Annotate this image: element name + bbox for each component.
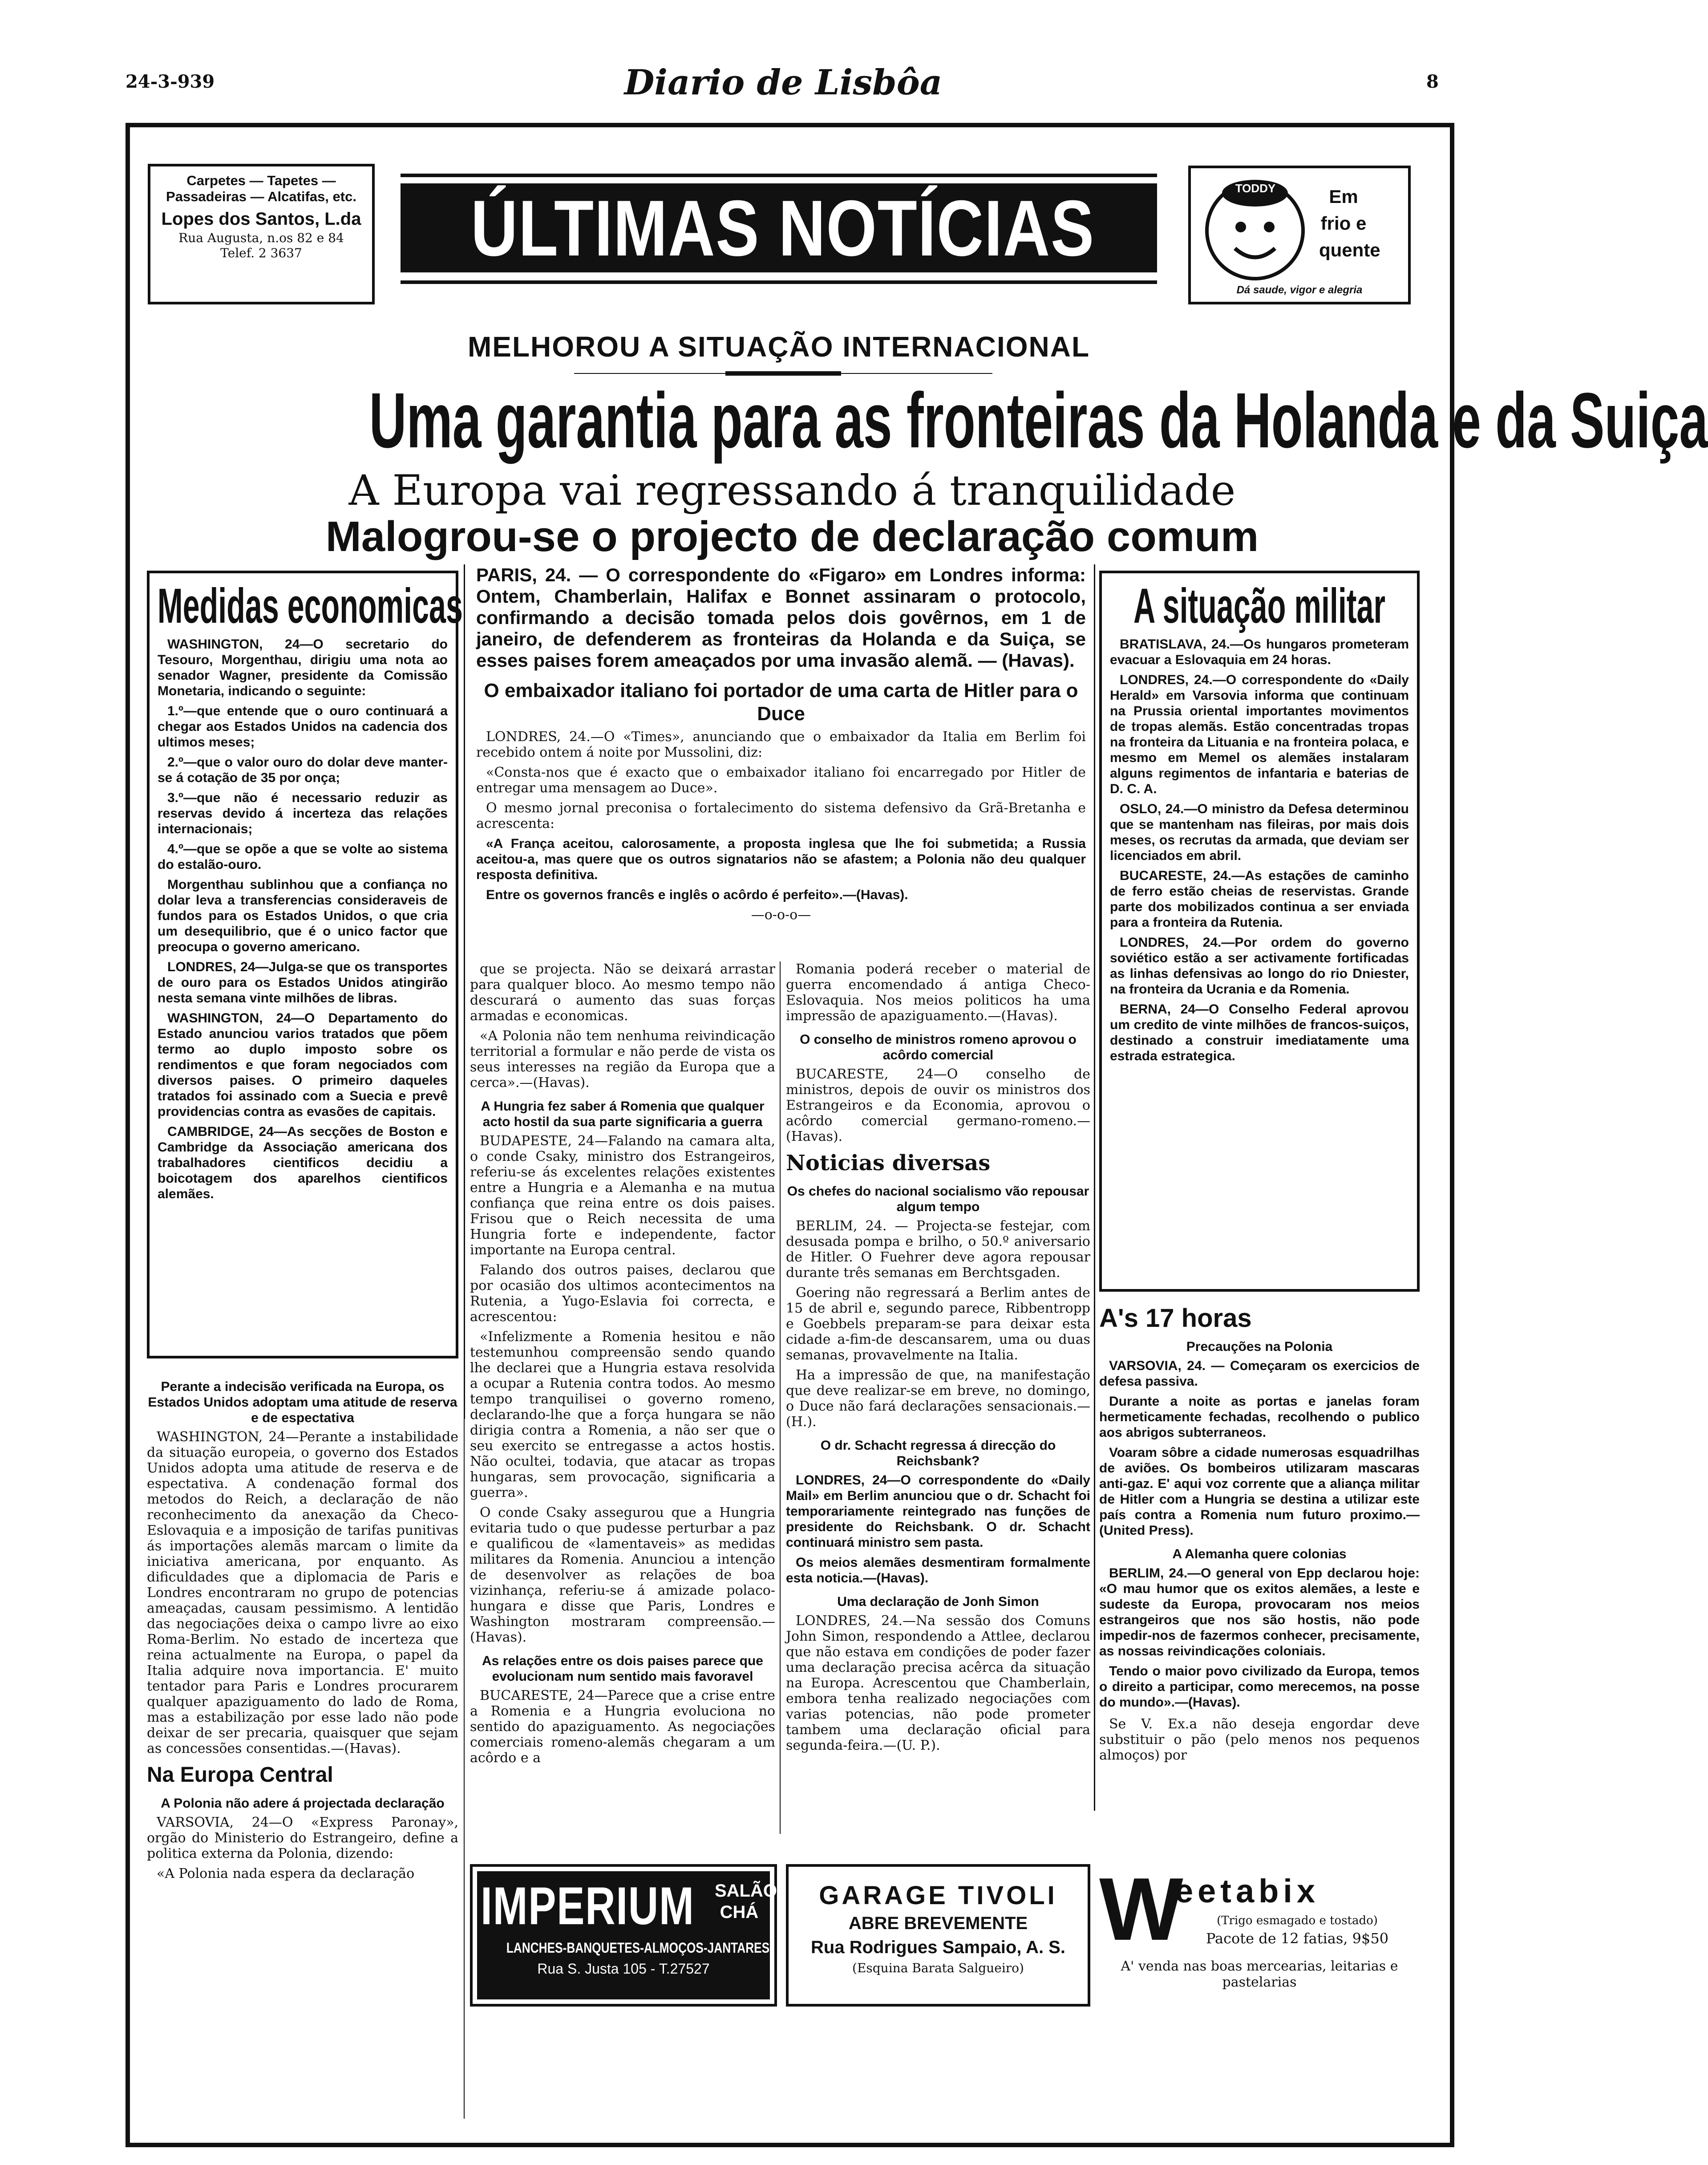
col3-paras5-para: LONDRES, 24.—Na sessão dos Comuns John Simon, respondendo a Attlee, declarou que não estava em condições de poder fazer uma declaração precisa acêrca da situação na Europa. Acrescentou que Chamberlain, embora tenha realizado negociações com varias potencias, não pode prometer tambem uma declaração oficial para segunda-feira.—(U. P.). — [786, 1613, 1090, 1753]
poland-subhead: A Polonia não adere á projectada declaração — [161, 1796, 445, 1811]
col1-paras-para: 1.º—que entende que o ouro continuará a chegar aos Estados Unidos na cadencia dos ultimos meses; — [158, 704, 448, 750]
col2 — [470, 961, 775, 1861]
weetabix-line1: (Trigo esmagado e tostado) — [1217, 1914, 1378, 1927]
kicker-rule-thin — [574, 373, 992, 374]
col3-paras4-para: LONDRES, 24—O correspondente do «Daily Mail» em Berlim anunciou que o dr. Schacht foi temporariamente reintegrado nas funções de presidente do Reichsbank. O dr. Schacht continuará ministro sem pasta. — [786, 1473, 1090, 1550]
col1-paras3-para: «A Polonia nada espera da declaração — [157, 1866, 415, 1881]
lead-p3: O mesmo jornal preconisa o fortalecimento do sistema defensivo da Grã-Bretanha e acrescenta: — [476, 800, 1086, 831]
col4-paras2-para: Voaram sôbre a cidade numerosas esquadrilhas de aviões. Os bombeiros utilizaram mascaras anti-gaz. E' aqui voz corrente que a aliança militar de Hitler com a Hungria se destina a utilizar este país contra a Romenia num futuro proximo.—(United Press). — [1099, 1445, 1420, 1538]
toddy-slogan: Dá saude, vigor e alegria — [1236, 284, 1363, 296]
col2-paras3-para: BUCARESTE, 24—Parece que a crise entre a Romenia e a Hungria evoluciona no sentido do apaziguamento. As negociações comerciais romeno-alemãs chegaram a um acôrdo e a — [470, 1688, 775, 1766]
toddy-brand: TODDY — [1235, 182, 1276, 195]
military-situation-box — [1099, 571, 1420, 1292]
col-rule-3 — [780, 961, 781, 1834]
ad-carpets-name: Lopes dos Santos, L.da — [161, 209, 361, 229]
garage-line3: Rua Rodrigues Sampaio, A. S. — [811, 1938, 1065, 1957]
col4-paras3-para: Tendo o maior povo civilizado da Europa, temos o direito a participar, como merecemos, na posse do mundo».—(Havas). — [1099, 1664, 1420, 1710]
col4-paras-para: LONDRES, 24.—Por ordem do governo soviético estão a ser activamente fortificadas as linhas defensivas ao longo do rio Dniester, na fronteira da Ucrania e da Romenia. — [1110, 935, 1409, 997]
deck-headline-2: Malogrou-se o projecto de declaração comum — [325, 513, 1259, 560]
lead-p5: Entre os governos francês e inglês o acôrdo é perfeito».—(Havas). — [486, 888, 908, 902]
romanian-council-subhead: O conselho de ministros romeno aprovou o acôrdo comercial — [800, 1032, 1077, 1062]
lead-p1: LONDRES, 24.—O «Times», anunciando que o embaixador da Italia em Berlim foi recebido ontem á noite por Mussolini, diz: — [476, 729, 1086, 760]
page-number: 8 — [1426, 71, 1439, 92]
lead-separator: —o-o-o— — [751, 907, 811, 923]
col4-paras-para: OSLO, 24.—O ministro da Defesa determinou que se mantenham nas fileiras, por mais dois meses, os recrutas da armada, que deviam ser licenciados em abril. — [1110, 802, 1409, 863]
lead-subhead: O embaixador italiano foi portador de uma carta de Hitler para o Duce — [484, 680, 1078, 725]
garage-line2: ABRE BREVEMENTE — [848, 1914, 1028, 1933]
col1-paras-para: LONDRES, 24—Julga-se que os transportes de ouro para os Estados Unidos atingirão nesta semana vinte milhões de libras. — [158, 960, 448, 1005]
toddy-side: Em frio e quente — [1319, 186, 1380, 260]
us-reserve-subhead: Perante a indecisão verificada na Europa, os Estados Unidos adoptam uma atitude de reserva e de espectativa — [148, 1379, 457, 1425]
imperium-salao: SALÃO CHÁ — [715, 1881, 777, 1922]
col1-paras-para: WASHINGTON, 24—O Departamento do Estado anunciou varios tratados que põem termo ao duplo imposto sobre os rendimentos e que foram negociados com diversos paises. O primeiro daqueles tratados foi assinado com a Suecia e prevê providencias contra as evasões de capitais. — [158, 1011, 448, 1119]
central-europe-section: Na Europa Central — [147, 1763, 333, 1787]
masthead: Diario de Lisbôa — [624, 62, 943, 103]
simon-subhead: Uma declaração de Jonh Simon — [837, 1594, 1039, 1609]
relations-subhead: As relações entre os dois paises parece que evolucionam num sentido mais favoravel — [482, 1654, 763, 1684]
various-news-section: Noticias diversas — [786, 1151, 991, 1176]
latest-news-banner — [401, 183, 1157, 272]
col-rule-4 — [464, 961, 465, 2119]
five-pm-section: A's 17 horas — [1099, 1304, 1252, 1333]
col3-paras-para: Romania poderá receber o material de guerra encomendado á antiga Checo-Eslovaquia. Nos meios politicos ha uma impressão de apaziguamento.—(Havas). — [786, 961, 1090, 1024]
weetabix-rest: eetabix — [1175, 1873, 1320, 1910]
col4-paras2-para: Durante a noite as portas e janelas foram hermeticamente fechadas, recolhendo o publico aos abrigos subterraneos. — [1099, 1394, 1420, 1440]
weetabix-line3: A' venda nas boas mercearias, leitarias e pastelarias — [1121, 1958, 1398, 1990]
garage-line4: (Esquina Barata Salgueiro) — [852, 1961, 1024, 1975]
banner-text: ÚLTIMAS NOTÍCIAS — [470, 184, 1095, 272]
col1-paras-para: Morgenthau sublinhou que a confiança no dolar leva a transferencias consideraveis de fundos para os Estados Unidos, o que cria um desequilibrio, que é o unico factor que preocupa o governo americano. — [158, 877, 448, 954]
nazi-leaders-subhead: Os chefes do nacional socialismo vão repousar algum tempo — [787, 1184, 1089, 1214]
col2-paras2-para: Falando dos outros paises, declarou que por ocasião dos ultimos acontecimentos na Rutenia, a Yugo-Eslavia foi correcta, e acrescentou: — [470, 1262, 775, 1325]
col2-paras-para: «A Polonia não tem nenhuma reivindicação territorial a formular e não perde de vista os seus interesses na região da Europa que a cerca».—(Havas). — [470, 1028, 775, 1091]
schacht-subhead: O dr. Schacht regressa á direcção do Reichsbank? — [820, 1438, 1056, 1468]
ad-toddy — [1188, 166, 1411, 304]
col2-paras2-para: O conde Csaky assegurou que a Hungria evitaria tudo o que pudesse perturbar a paz e qualificou de «lamentaveis» as medidas militares da Romenia. Anunciou a intenção de desenvolver as relações de boa vizinhança, referiu-se á amizade polaco-hungara e disse que Paris, Londres e Washington mostraram compreensão.—(Havas). — [470, 1505, 775, 1645]
main-headline: Uma garantia para as fronteiras da Holanda e da Suiça — [369, 377, 1708, 464]
garage-name: GARAGE TIVOLI — [819, 1881, 1057, 1910]
col4-paras-para: BUCARESTE, 24.—As estações de caminho de ferro estão cheias de reservistas. Grande parte dos mobilizados continua a ser enviada para a fronteira da Rutenia. — [1110, 868, 1409, 930]
kicker-headline: MELHOROU A SITUAÇÃO INTERNACIONAL — [467, 331, 1090, 363]
col4-paras-para: BRATISLAVA, 24.—Os hungaros prometeram evacuar a Eslovaquia em 24 horas. — [1110, 637, 1409, 667]
ad-weetabix — [1099, 1860, 1420, 2003]
economic-measures-title: Medidas economicas — [157, 579, 463, 633]
col1-paras2-para: WASHINGTON, 24—Perante a instabilidade da situação europeia, o governo dos Estados Unidos adopta uma atitude de reserva e de espectativa. A condenação formal dos metodos do Reich, a declaração de não reconhecimento da anexação da Checo-Eslovaquia e a imposição de tarifas punitivas ás importações alemãs marcam o limite da iniciativa americana, por enquanto. As dificuldades que a diplomacia de Paris e Londres encontraram no grupo de potencias ameaçadas, causam pessimismo. A lentidão das negociações deixa o campo livre ao eixo Roma-Berlim. No estado de incerteza que reina actualmente na Europa, o papel da Italia adquire nova importancia. E' muito tentador para Paris e Londres procurarem qualquer apaziguamento do lado de Roma, mas a estabilização por esse lado não pode deixar de ser precaria, quaisquer que sejam as concessões consentidas.—(Havas). — [147, 1429, 458, 1756]
deck-headline-1: A Europa vai regressando á tranquilidade — [348, 466, 1236, 515]
ad-carpets-line1: Carpetes — Tapetes — Passadeiras — Alcatifas, etc. — [166, 173, 356, 204]
col3 — [786, 961, 1090, 1861]
col1-paras-para: 3.º—que não é necessario reduzir as reservas devido á incerteza das relações internacionais; — [158, 791, 448, 836]
col1-paras3-para: VARSOVIA, 24—O «Express Paronay», orgão do Ministerio do Estrangeiro, define a politica externa da Polonia, dizendo: — [147, 1815, 458, 1861]
col4-paras2-para: VARSOVIA, 24. — Começaram os exercicios de defesa passiva. — [1099, 1358, 1420, 1389]
hungary-subhead: A Hungria fez saber á Romenia que qualquer acto hostil da sua parte significaria a guerra — [481, 1099, 765, 1129]
lead-p2: «Consta-nos que é exacto que o embaixador italiano foi encarregado por Hitler de entregar uma mensagem ao Duce». — [476, 765, 1086, 796]
ad-carpets — [148, 164, 375, 304]
col1-paras-para: CAMBRIDGE, 24—As secções de Boston e Cambridge da Associação americana dos trabalhadores cientificos decidiu a boicotagem dos aparelhos cientificos alemães. — [158, 1124, 448, 1201]
col1-paras-para: WASHINGTON, 24—O secretario do Tesouro, Morgenthau, dirigiu uma nota ao senador Wagner, presidente da Comissão Monetaria, indicando o seguinte: — [158, 637, 448, 698]
ad-carpets-address: Rua Augusta, n.os 82 e 84 — [178, 231, 344, 245]
col-rule-2 — [1094, 564, 1095, 1811]
col1-paras-para: 2.º—que o valor ouro do dolar deve manter-se á cotação de 35 por onça; — [158, 755, 448, 785]
imperium-services: LANCHES-BANQUETES-ALMOÇOS-JANTARES — [506, 1940, 770, 1956]
issue-date: 24-3-939 — [125, 71, 215, 92]
lead-p4: «A França aceitou, calorosamente, a proposta inglesa que lhe foi submetida; a Russia aceitou-a, mas quere que os outros signatarios não se afastem; a Polonia não deu qualquer resposta definitiva. — [476, 836, 1086, 882]
imperium-address: Rua S. Justa 105 - T.27527 — [537, 1961, 710, 1977]
lead-story — [476, 564, 1086, 956]
col3-paras3-para: Ha a impressão de que, na manifestação que deve realizar-se em breve, no domingo, o Duce não fará declarações sensacionais.—(H.). — [786, 1367, 1090, 1430]
banner-rule-bottom — [401, 280, 1157, 284]
col2-paras-para: que se projecta. Não se deixará arrastar para qualquer bloco. Ao mesmo tempo não descurará o aumento das suas forças armadas e economicas. — [470, 961, 775, 1024]
col1-lower — [147, 1371, 458, 2101]
lead-text: PARIS, 24. — O correspondente do «Figaro» em Londres informa: Ontem, Chamberlain, Halifax e Bonnet assinaram o protocolo, confirmando a decisão tomada pelos dois govêrnos, em 1 de janeiro, de defenderem as fronteiras da Holanda e da Suiça, se esses paises forem ameaçados por uma invasão alemã. — (Havas). — [476, 564, 1086, 671]
poland-precautions-subhead: Precauções na Polonia — [1186, 1339, 1333, 1354]
economic-measures-box — [147, 571, 463, 1358]
col3-paras3-para: Goering não regressará a Berlim antes de 15 de abril e, segundo parece, Ribbentropp e Goebbels preparam-se para deixar esta cidade a-fim-de descansarem, uma ou duas semanas, provavelmente na Italia. — [786, 1285, 1090, 1363]
ad-garage-tivoli — [786, 1864, 1090, 2007]
col3-paras4-para: Os meios alemães desmentiram formalmente esta noticia.—(Havas). — [786, 1555, 1090, 1585]
engordar-text: Se V. Ex.a não deseja engordar deve substituir o pão (pelo menos nos pequenos almoços) por — [1099, 1716, 1420, 1763]
col4-paras-para: LONDRES, 24.—O correspondente do «Daily Herald» em Varsovia informa que continuam na Prussia oriental importantes movimentos de tropas alemãs. Estão concentradas tropas na fronteira da Lituania e na fronteira polaca, e mesmo em Memel os alemães instalaram alguns regimentos de infantaria e baterias de D. C. A. — [1110, 673, 1409, 796]
col3-paras3-para: BERLIM, 24. — Projecta-se festejar, com desusada pompa e brilho, o 50.º aniversario de Hitler. O Fuehrer deve agora repousar durante três semanas em Berchtsgaden. — [786, 1218, 1090, 1281]
military-situation-title: A situação militar — [1133, 579, 1385, 633]
imperium-name: IMPERIUM — [481, 1876, 695, 1936]
col4-paras3-para: BERLIM, 24.—O general von Epp declarou hoje: «O mau humor que os exitos alemães, a leste e sudeste da Europa, provocaram nos meios estrangeiros que nos são hostis, não pode impedir-nos de fazermos conhecer, precisamente, as nossas reivindicações coloniais. — [1099, 1566, 1420, 1658]
col4-paras-para: BERNA, 24—O Conselho Federal aprovou um credito de vinte milhões de francos-suiços, destinado a construir imediatamente uma estrada estrategica. — [1110, 1002, 1409, 1063]
colonies-subhead: A Alemanha quere colonias — [1172, 1547, 1347, 1561]
col3-paras2-para: BUCARESTE, 24—O conselho de ministros, depois de ouvir os ministros dos Estrangeiros e da Economia, aprovou o acôrdo comercial germano-romeno.—(Havas). — [786, 1066, 1090, 1144]
ad-imperium — [470, 1864, 777, 2007]
col1-paras-para: 4.º—que se opõe a que se volte ao sistema do estalão-ouro. — [158, 842, 448, 872]
col2-paras2-para: «Infelizmente a Romenia hesitou e não testemunhou compreensão sendo quando lhe declarei que a Hungria estava resolvida a ocupar a Rutenia contra todos. Ao mesmo tempo tranquilisei o governo romeno, declarando-lhe que a força hungara se não dirigia contra a Romenia, a não ser que o seu exercito se entregasse a actos hostis. Não ocultei, todavia, que atacar as tropas hungaras, sem provocação, significaria a guerra». — [470, 1329, 775, 1500]
banner-rule-top — [401, 174, 1157, 177]
col2-paras2-para: BUDAPESTE, 24—Falando na camara alta, o conde Csaky, ministro dos Estrangeiros, referiu-se ás excelentes relações existentes entre a Hungria e a Alemanha e na mutua confiança que reina entre os dois paises. Frisou que o Reich necessita de uma Hungria forte e independente, factor importante na Europa central. — [470, 1133, 775, 1258]
weetabix-initial: W — [1099, 1860, 1183, 1959]
ad-carpets-phone: Telef. 2 3637 — [220, 246, 302, 260]
weetabix-line2: Pacote de 12 fatias, 9$50 — [1206, 1930, 1389, 1947]
